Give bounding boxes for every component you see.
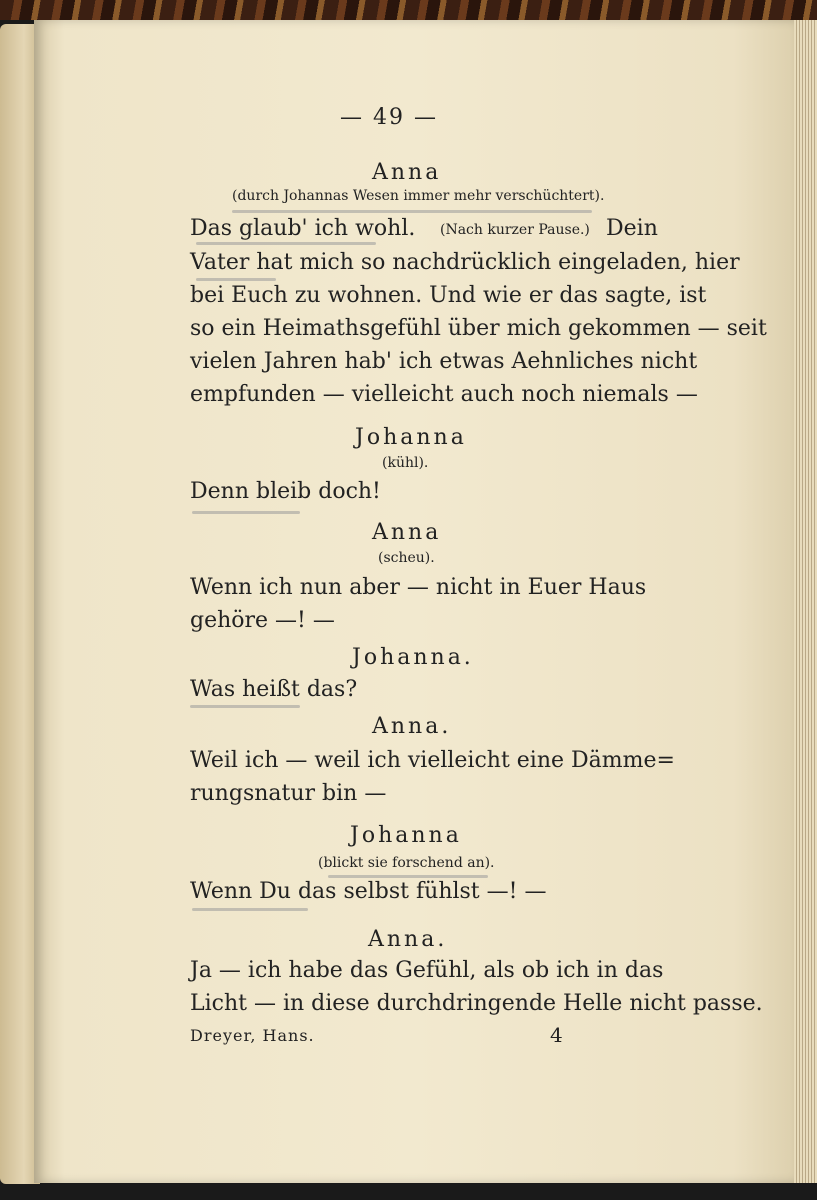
- pencil-underline: [190, 705, 300, 708]
- dialogue-line: bei Euch zu wohnen. Und wie er das sagte, ist: [190, 283, 707, 308]
- dialogue-line: Denn bleib doch!: [190, 479, 381, 504]
- stage-direction-pause: (Nach kurzer Pause.): [440, 222, 590, 238]
- dialogue-line: gehöre —! —: [190, 608, 335, 633]
- stage-direction: (kühl).: [382, 455, 429, 471]
- dialogue-line: Weil ich — weil ich vielleicht eine Dämme=: [190, 748, 675, 773]
- dialogue-line: Wenn Du das selbst fühlst —! —: [190, 879, 547, 904]
- pencil-underline: [196, 242, 376, 245]
- speaker-anna: Anna.: [372, 714, 452, 739]
- speaker-johanna: Johanna.: [352, 645, 474, 670]
- stage-direction: (scheu).: [378, 550, 435, 566]
- book-cover-edge: [0, 0, 817, 20]
- dialogue-line: Dein: [606, 216, 658, 241]
- dialogue-line: vielen Jahren hab' ich etwas Aehnliches nicht: [190, 349, 698, 374]
- stage-direction: (blickt sie forschend an).: [318, 855, 495, 871]
- stage-direction: (durch Johannas Wesen immer mehr verschüchtert).: [232, 188, 605, 204]
- speaker-anna: Anna.: [368, 927, 448, 952]
- dialogue-line: rungsnatur bin —: [190, 781, 387, 806]
- dialogue-line: so ein Heimathsgefühl über mich gekommen — seit: [190, 316, 767, 341]
- speaker-anna: Anna: [372, 160, 442, 185]
- signature-mark: 4: [550, 1023, 563, 1047]
- dialogue-line: Das glaub' ich wohl.: [190, 216, 416, 241]
- speaker-johanna: Johanna: [350, 823, 462, 848]
- speaker-johanna: Johanna: [355, 425, 467, 450]
- dialogue-line: Vater hat mich so nachdrücklich eingeladen, hier: [190, 250, 740, 275]
- pencil-underline: [192, 908, 308, 911]
- dialogue-line: Wenn ich nun aber — nicht in Euer Haus: [190, 575, 647, 600]
- printer-mark: Dreyer, Hans.: [190, 1026, 315, 1045]
- dialogue-line: empfunden — vielleicht auch noch niemals —: [190, 382, 698, 407]
- pencil-underline: [328, 875, 488, 878]
- dialogue-line: Was heißt das?: [190, 677, 358, 702]
- dialogue-line: Ja — ich habe das Gefühl, als ob ich in das: [190, 958, 664, 983]
- pencil-underline: [232, 210, 592, 213]
- page-number: — 49 —: [340, 105, 438, 130]
- pencil-underline: [192, 511, 300, 514]
- dialogue-line: Licht — in diese durchdringende Helle nicht passe.: [190, 991, 763, 1016]
- page-stack-edge: [794, 20, 817, 1183]
- speaker-anna: Anna: [372, 520, 442, 545]
- pencil-underline: [196, 278, 276, 281]
